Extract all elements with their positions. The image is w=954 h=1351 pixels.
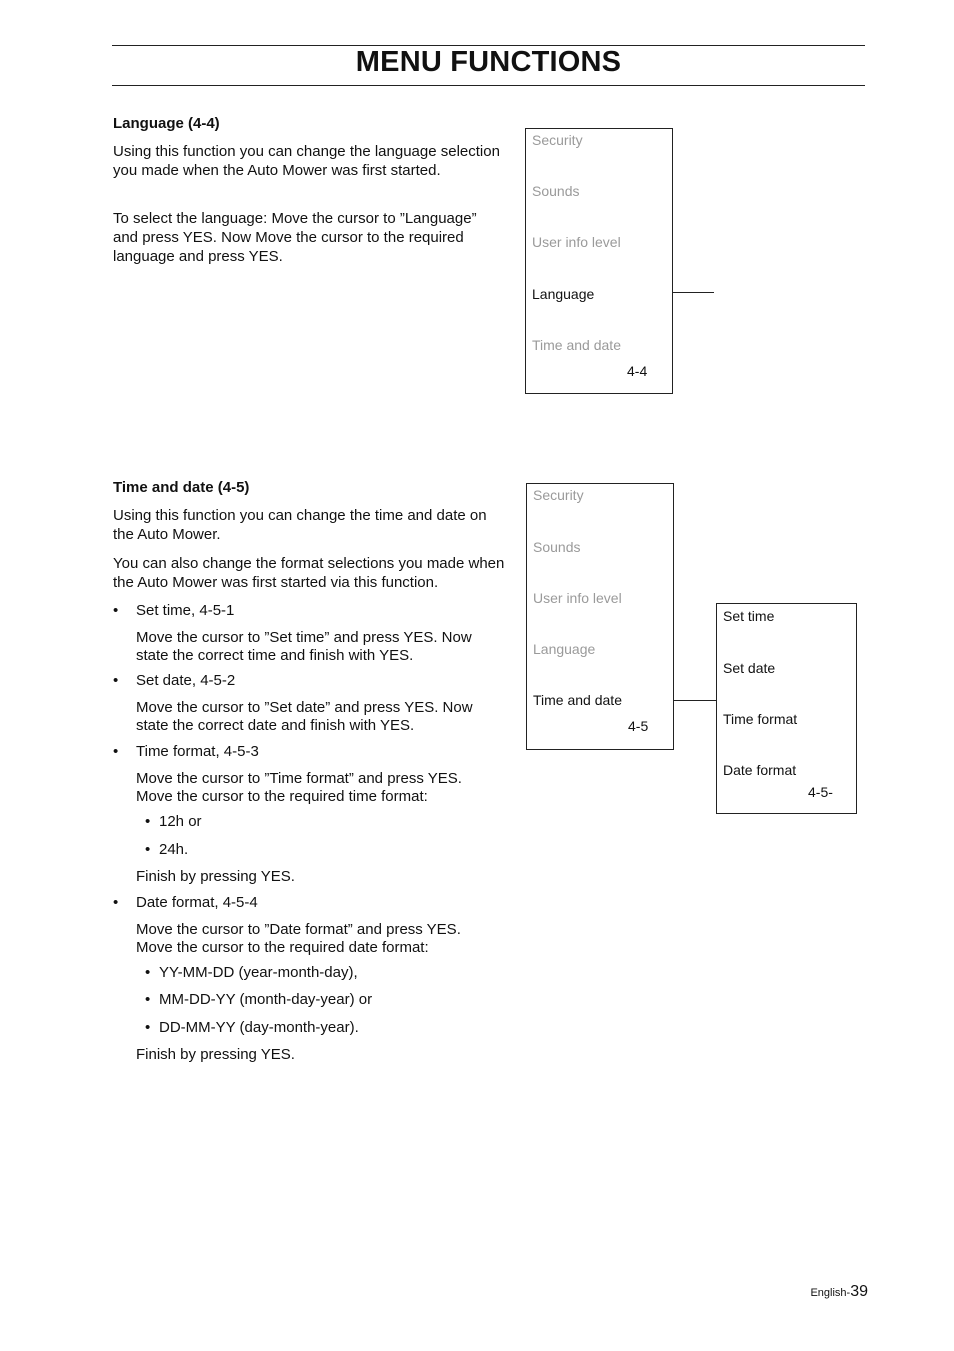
menu-item-sounds: Sounds	[532, 183, 580, 199]
language-paragraph-1: Using this function you can change the language selection you made when the Auto Mower was first started.	[113, 143, 500, 179]
menu-item-language: Language	[532, 286, 595, 302]
sub-bullet-dot: •	[145, 813, 151, 830]
time-format-option-12h: 12h or	[159, 813, 202, 830]
menu-item-user-info-level: User info level	[533, 590, 622, 606]
menu-code: 4-5	[628, 718, 649, 734]
menu-item-user-info-level: User info level	[532, 234, 621, 250]
language-connector-line	[673, 292, 714, 293]
date-format-finish: Finish by pressing YES.	[136, 1046, 295, 1063]
bullet-dot: •	[113, 602, 119, 619]
page-footer	[810, 1283, 868, 1301]
bullet-date-format: Date format, 4-5-4	[136, 894, 258, 911]
bullet-dot: •	[113, 894, 119, 911]
page-number: 39	[850, 1283, 868, 1300]
menu-item-time-and-date: Time and date	[533, 692, 622, 708]
menu-item-language: Language	[533, 641, 596, 657]
footer-language: English-	[810, 1287, 851, 1299]
time-date-paragraph-2: You can also change the format selections you made when the Auto Mower was first started via this function.	[113, 555, 505, 591]
bullet-set-time: Set time, 4-5-1	[136, 602, 235, 619]
submenu-item-time-format: Time format	[723, 711, 798, 727]
bullet-time-format: Time format, 4-5-3	[136, 743, 259, 760]
date-format-option-dd-mm-yy: DD-MM-YY (day-month-year).	[159, 1019, 359, 1036]
date-format-option-mm-dd-yy: MM-DD-YY (month-day-year) or	[159, 991, 373, 1008]
set-date-description: Move the cursor to ”Set date” and press YES. Now state the correct date and finish with YES.	[136, 699, 473, 734]
submenu-item-date-format: Date format	[723, 762, 797, 778]
time-date-heading: Time and date (4-5)	[113, 479, 250, 496]
sub-bullet-dot: •	[145, 991, 151, 1008]
language-paragraph-2: To select the language: Move the cursor to ”Language” and press YES. Now Move the cursor to the required language and press YES.	[113, 210, 477, 265]
time-date-paragraph-1: Using this function you can change the time and date on the Auto Mower.	[113, 507, 487, 543]
submenu-item-set-time: Set time	[723, 608, 775, 624]
sub-bullet-dot: •	[145, 1019, 151, 1036]
submenu-item-set-date: Set date	[723, 660, 776, 676]
time-date-menu-box	[526, 483, 674, 750]
page-title: MENU FUNCTIONS	[355, 46, 622, 78]
menu-item-security: Security	[532, 132, 583, 148]
submenu-code: 4-5-	[808, 784, 833, 800]
time-format-description: Move the cursor to ”Time format” and press YES. Move the cursor to the required time format:	[136, 770, 462, 805]
bullet-dot: •	[113, 743, 119, 760]
language-heading: Language (4-4)	[113, 115, 220, 132]
title-underline	[112, 85, 865, 86]
time-date-connector-line	[674, 700, 716, 701]
menu-item-time-and-date: Time and date	[532, 337, 621, 353]
menu-item-security: Security	[533, 487, 584, 503]
date-format-option-yy-mm-dd: YY-MM-DD (year-month-day),	[159, 964, 358, 981]
menu-code: 4-4	[627, 363, 648, 379]
time-format-finish: Finish by pressing YES.	[136, 868, 295, 885]
bullet-dot: •	[113, 672, 119, 689]
time-format-option-24h: 24h.	[159, 841, 189, 858]
time-date-submenu-box	[716, 603, 857, 814]
sub-bullet-dot: •	[145, 841, 151, 858]
bullet-set-date: Set date, 4-5-2	[136, 672, 236, 689]
sub-bullet-dot: •	[145, 964, 151, 981]
set-time-description: Move the cursor to ”Set time” and press YES. Now state the correct time and finish with YES.	[136, 629, 472, 664]
menu-item-sounds: Sounds	[533, 539, 581, 555]
date-format-description: Move the cursor to ”Date format” and press YES. Move the cursor to the required date format:	[136, 921, 461, 956]
language-menu-box	[525, 128, 673, 394]
